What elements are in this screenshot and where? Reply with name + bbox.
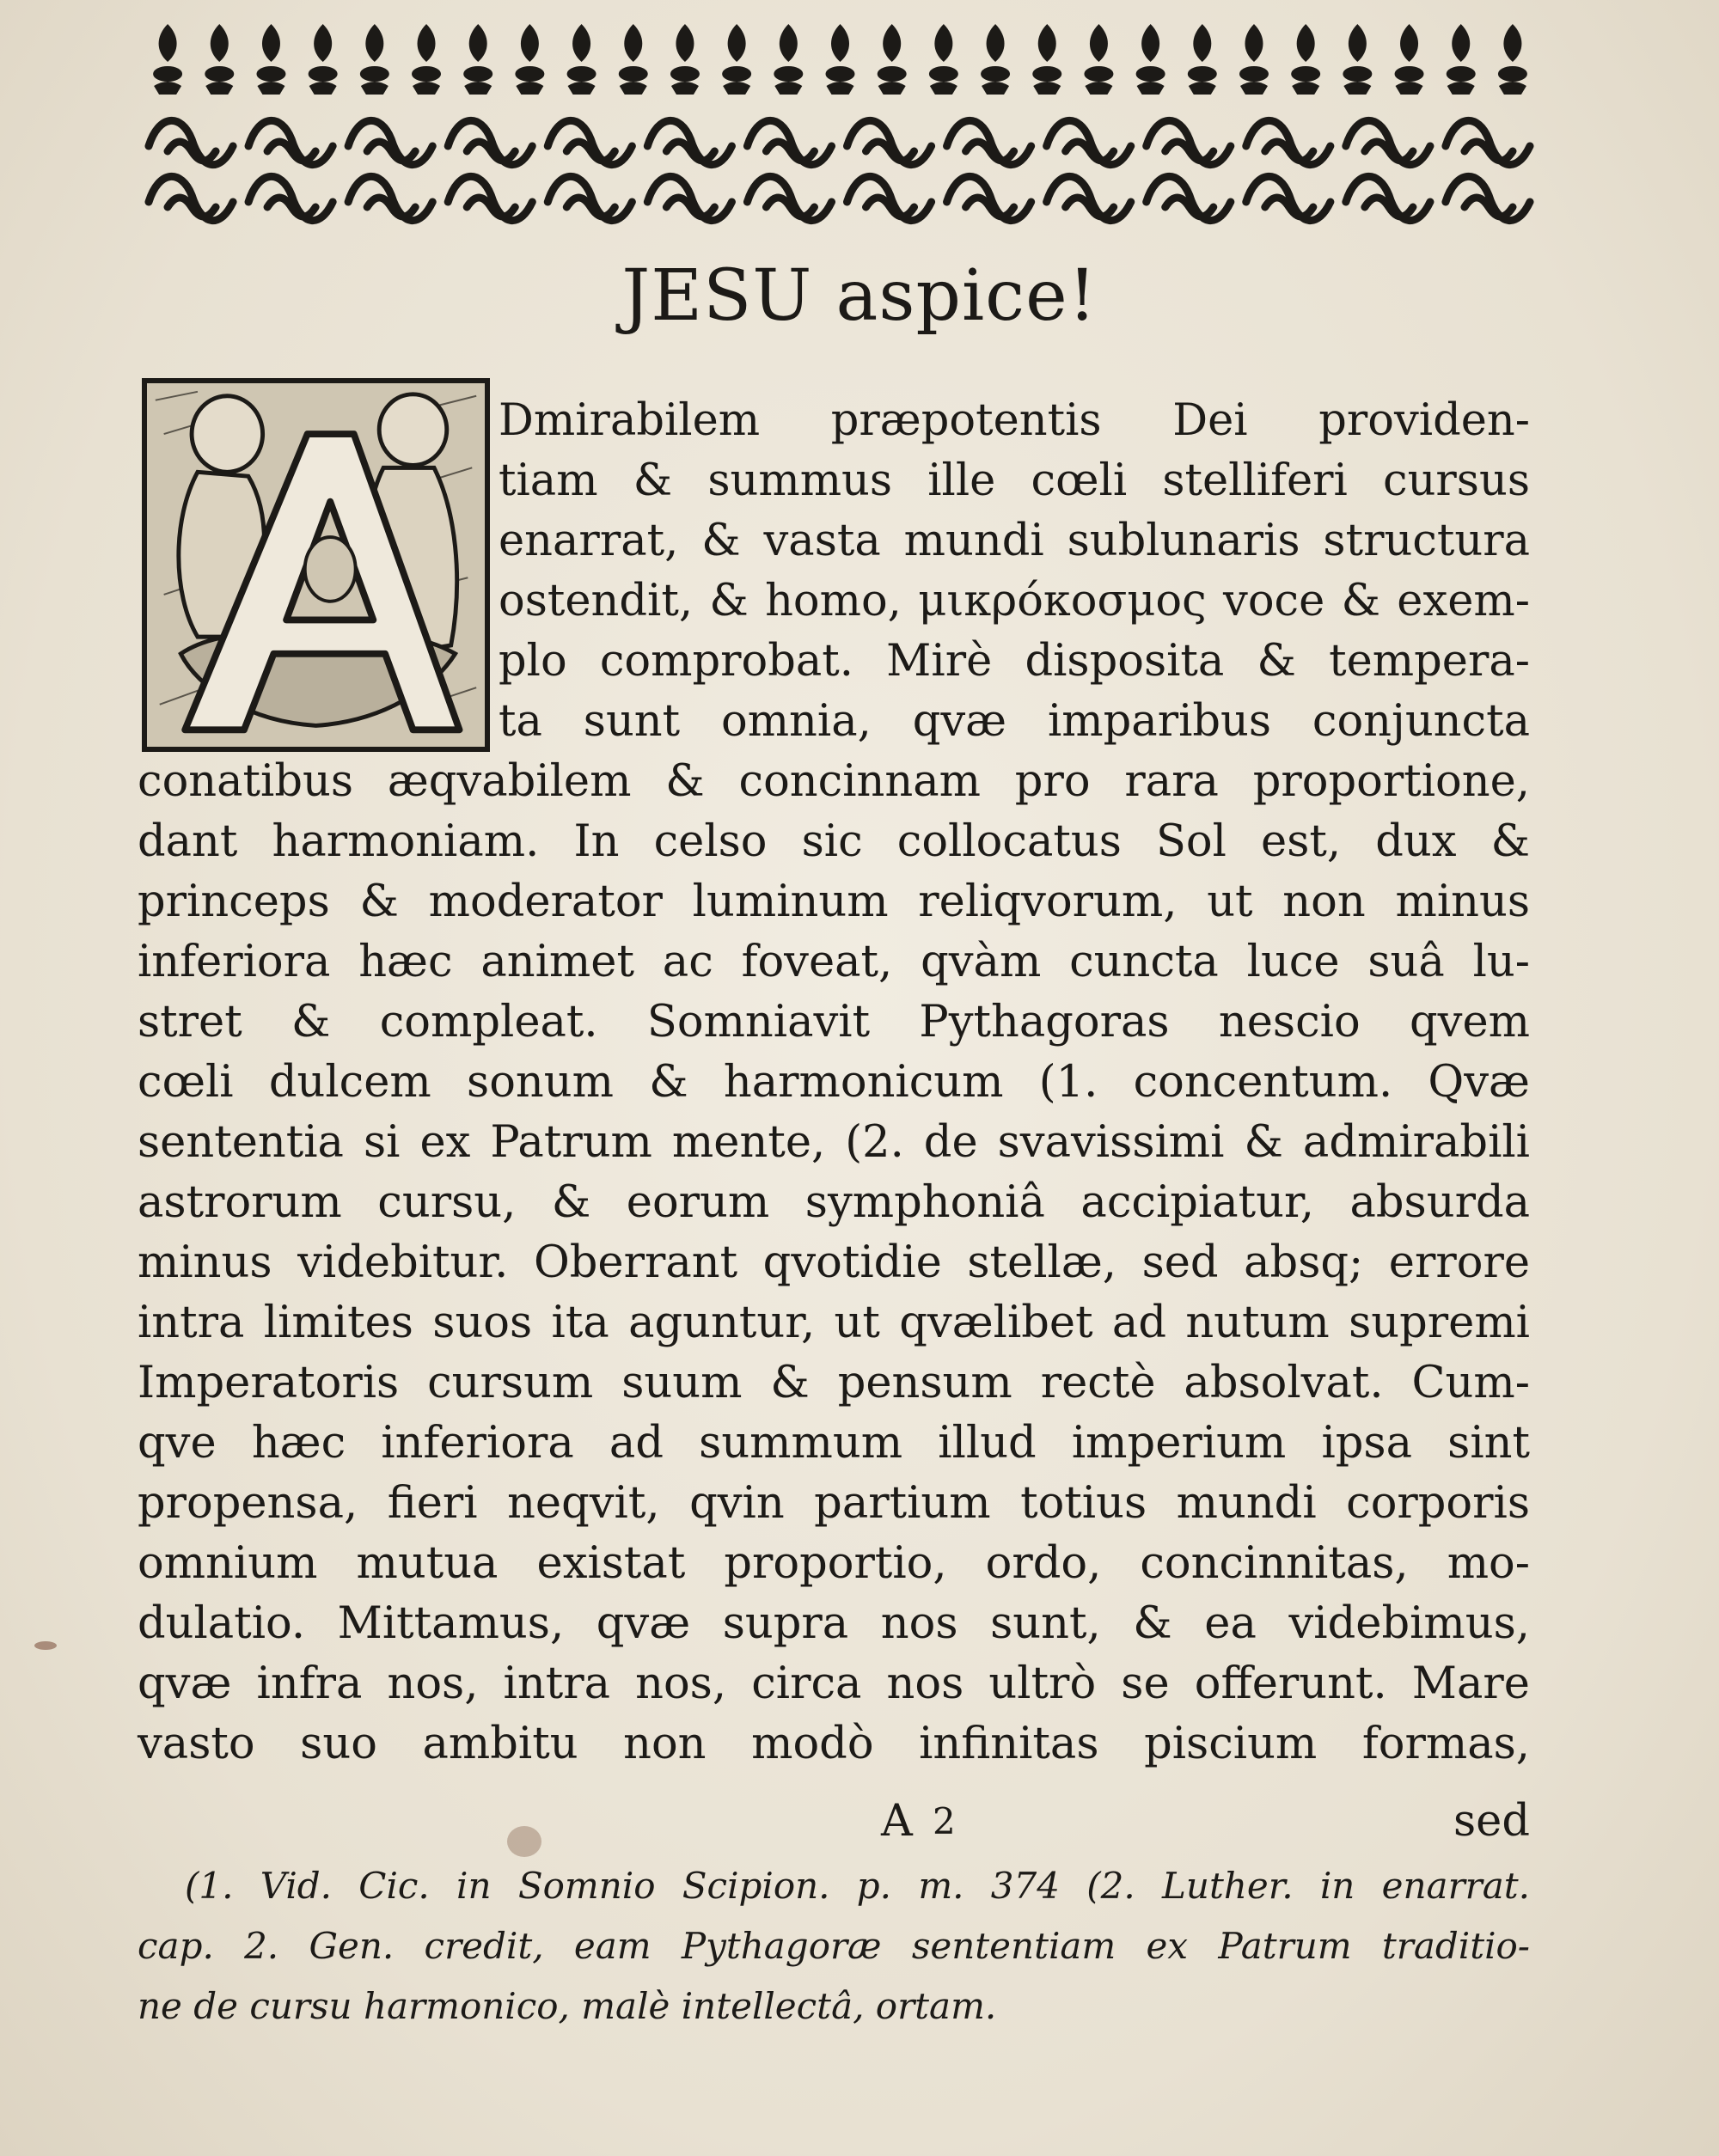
scroll-ornament: [248, 120, 333, 164]
scroll-ornament: [647, 176, 731, 220]
text-line: intra limites suos ita aguntur, ut qvælibet ad nutum supremi: [138, 1298, 1530, 1348]
finial-ornament: [205, 24, 234, 95]
scroll-ornament: [548, 120, 632, 164]
catchword: sed: [1453, 1796, 1530, 1847]
text-line: conatibus æqvabilem & concinnam pro rara proportione,: [138, 756, 1530, 807]
footnote-line: ne de cursu harmonico, malè intellectâ, ortam.: [138, 1985, 997, 2027]
page-title: JESU aspice!: [621, 255, 1098, 337]
scroll-ornament: [847, 176, 932, 220]
scroll-ornament: [947, 120, 1031, 164]
scroll-ornament: [1246, 120, 1331, 164]
finial-ornament: [1239, 24, 1269, 95]
scroll-ornament: [248, 176, 333, 220]
ornamental-headpiece: [142, 17, 1539, 236]
finial-ornament: [1447, 24, 1476, 95]
scroll-ornament: [1446, 120, 1530, 164]
text-line: Imperatoris cursum suum & pensum rectè absolvat. Cum-: [138, 1358, 1530, 1408]
finial-ornament: [515, 24, 544, 95]
signature-number: 2: [933, 1800, 956, 1842]
text-line: propensa, fieri neqvit, qvin partium totius mundi corporis: [138, 1478, 1530, 1529]
scroll-ornament: [1147, 120, 1231, 164]
text-line: dulatio. Mittamus, qvæ supra nos sunt, & ea videbimus,: [138, 1598, 1530, 1649]
finial-ornament: [670, 24, 700, 95]
text-line: vasto suo ambitu non modò infinitas piscium formas,: [138, 1719, 1530, 1769]
finial-ornament: [774, 24, 803, 95]
text-line: stret & compleat. Somniavit Pythagoras nescio qvem: [138, 997, 1530, 1047]
scroll-ornament: [647, 120, 731, 164]
text-line: sententia si ex Patrum mente, (2. de svavissimi & admirabili: [138, 1117, 1530, 1168]
scroll-ornament: [1246, 176, 1331, 220]
ink-stain: [34, 1641, 57, 1650]
scroll-ornament: [448, 120, 532, 164]
scroll-ornament: [348, 120, 432, 164]
finial-ornament: [981, 24, 1010, 95]
finial-ornament: [256, 24, 285, 95]
text-line: astrorum cursu, & eorum symphoniâ accipiatur, absurda: [138, 1177, 1530, 1228]
footnote-line: cap. 2. Gen. credit, eam Pythagoræ sententiam ex Patrum traditio-: [138, 1925, 1530, 1967]
text-line: ostendit, & homo, μικρόκοσμος voce & exem-: [499, 576, 1530, 626]
text-line: qve hæc inferiora ad summum illud imperium ipsa sint: [138, 1418, 1530, 1469]
finial-ornament: [826, 24, 855, 95]
finial-ornament: [878, 24, 907, 95]
finial-ornament: [1395, 24, 1424, 95]
finial-ornament: [1084, 24, 1113, 95]
finial-ornament: [619, 24, 648, 95]
finial-ornament: [412, 24, 441, 95]
ink-stain: [507, 1826, 541, 1857]
footnote-line: (1. Vid. Cic. in Somnio Scipion. p. m. 374 (2. Luther. in enarrat.: [185, 1865, 1530, 1907]
finial-ornament: [1136, 24, 1165, 95]
text-line: princeps & moderator luminum reliqvorum, ut non minus: [138, 876, 1530, 927]
scroll-ornament: [1047, 120, 1131, 164]
scroll-ornament: [348, 176, 432, 220]
woodcut-initial: [142, 378, 490, 752]
scroll-ornament: [847, 120, 932, 164]
scroll-ornament: [1346, 120, 1430, 164]
scroll-ornament: [1346, 176, 1430, 220]
text-line: minus videbitur. Oberrant qvotidie stellæ, sed absq; errore: [138, 1237, 1530, 1288]
scroll-ornament: [448, 176, 532, 220]
text-line: omnium mutua existat proportio, ordo, concinnitas, mo-: [138, 1538, 1530, 1589]
text-line: dant harmoniam. In celso sic collocatus Sol est, dux &: [138, 816, 1530, 867]
finial-ornament: [360, 24, 389, 95]
scroll-ornament: [1446, 176, 1530, 220]
finial-ornament: [1032, 24, 1061, 95]
text-line: plo comprobat. Mirè disposita & tempera-: [499, 636, 1530, 687]
cherub-right-head: [379, 394, 447, 466]
finial-ornament: [1343, 24, 1372, 95]
text-line: ta sunt omnia, qvæ imparibus conjuncta: [499, 696, 1530, 747]
finial-ornament: [1291, 24, 1320, 95]
text-line: inferiora hæc animet ac foveat, qvàm cuncta luce suâ lu-: [138, 937, 1530, 987]
scroll-ornament: [747, 176, 831, 220]
cherub-left-head: [192, 396, 263, 473]
text-line: enarrat, & vasta mundi sublunaris structura: [499, 516, 1530, 566]
text-line: cœli dulcem sonum & harmonicum (1. concentum. Qvæ: [138, 1057, 1530, 1108]
scroll-ornament: [1047, 176, 1131, 220]
text-line: qvæ infra nos, intra nos, circa nos ultrò se offerunt. Mare: [138, 1658, 1530, 1709]
signature-mark: A: [881, 1796, 913, 1847]
text-line: Dmirabilem præpotentis Dei providen-: [499, 395, 1530, 446]
finial-ornament: [309, 24, 338, 95]
finial-ornament: [567, 24, 596, 95]
scroll-ornament: [1147, 176, 1231, 220]
scroll-ornament: [947, 176, 1031, 220]
scroll-ornament: [149, 176, 233, 220]
finial-ornament: [463, 24, 492, 95]
scroll-ornament: [149, 120, 233, 164]
text-line: tiam & summus ille cœli stelliferi cursus: [499, 455, 1530, 506]
finial-ornament: [722, 24, 751, 95]
scroll-ornament: [548, 176, 632, 220]
finial-ornament: [929, 24, 958, 95]
finial-ornament: [1498, 24, 1527, 95]
finial-ornament: [153, 24, 182, 95]
finial-ornament: [1188, 24, 1217, 95]
scroll-ornament: [747, 120, 831, 164]
